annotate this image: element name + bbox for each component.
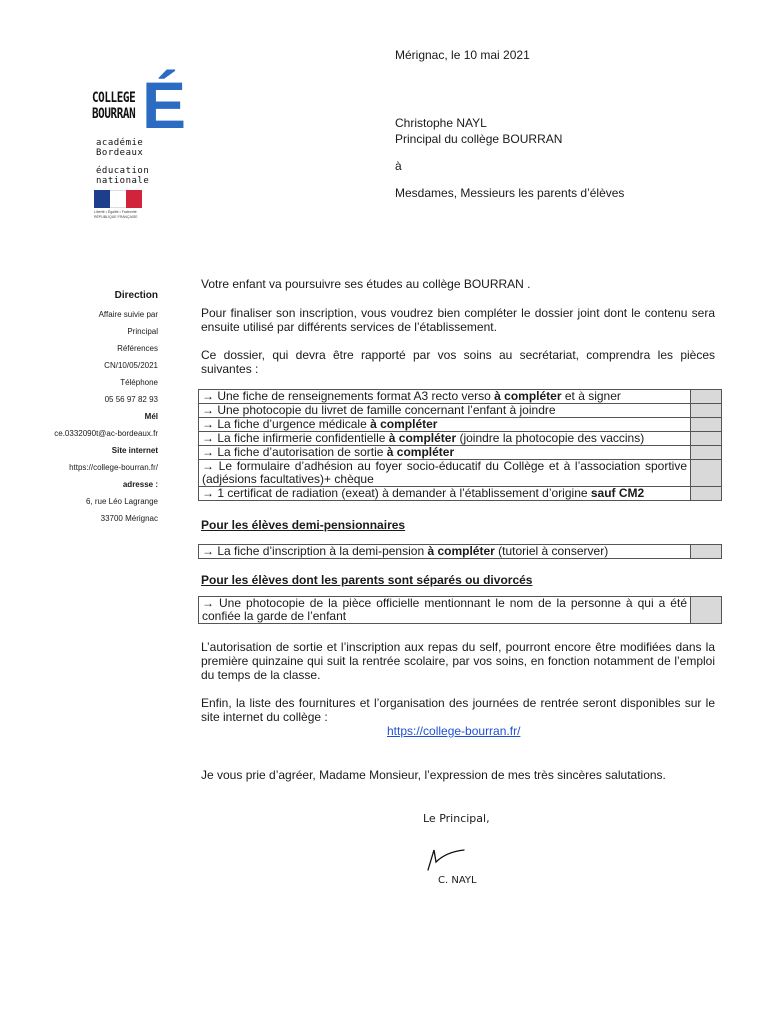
table-row	[199, 487, 722, 501]
to-word: à	[395, 159, 402, 173]
document-item-text: → Le formulaire d’adhésion au foyer socio-éducatif du Collège et à l’association sportive (adjésions facultatives)+ chèque	[199, 460, 691, 487]
sidebar-mail-value: ce.0332090t@ac-bordeaux.fr	[54, 429, 158, 438]
handwritten-signature	[420, 840, 470, 872]
recipient: Mesdames, Messieurs les parents d’élèves	[395, 186, 625, 200]
checkbox-cell[interactable]	[691, 446, 722, 460]
separes-table	[198, 596, 722, 624]
logo-college-text: COLLEGE BOURRAN	[92, 90, 136, 122]
signature-name: C. NAYL	[438, 875, 477, 886]
paragraph-fournitures: Enfin, la liste des fournitures et l’organisation des journées de rentrée seront disponibles sur le site internet du collège :	[201, 696, 715, 724]
signature-title: Le Principal,	[423, 812, 490, 825]
sidebar-phone-label: Téléphone	[120, 378, 158, 387]
table-row	[199, 597, 722, 624]
checkbox-cell[interactable]	[691, 460, 722, 487]
checkbox-cell[interactable]	[691, 487, 722, 501]
logo-education-line2: nationale	[96, 176, 150, 186]
table-row	[199, 418, 722, 432]
document-item-text: → La fiche d’autorisation de sortie à compléter	[199, 446, 691, 460]
table-row	[199, 460, 722, 487]
table-row	[199, 446, 722, 460]
sidebar-mail-label: Mél	[144, 412, 158, 421]
french-flag-icon	[94, 190, 142, 208]
logo-education-line1: éducation	[96, 166, 150, 176]
table-row	[199, 432, 722, 446]
logo-academie-line2: Bordeaux	[96, 148, 144, 158]
sender-title: Principal du collège BOURRAN	[395, 132, 563, 146]
checkbox-cell[interactable]	[691, 418, 722, 432]
checkbox-cell[interactable]	[691, 597, 722, 624]
section-parents-separes: Pour les élèves dont les parents sont séparés ou divorcés	[201, 573, 533, 587]
document-item-text: → Une fiche de renseignements format A3 recto verso à compléter et à signer	[199, 390, 691, 404]
section-demi-pensionnaires: Pour les élèves demi-pensionnaires	[201, 518, 406, 532]
document-item-text: → La fiche d’urgence médicale à compléter	[199, 418, 691, 432]
checkbox-cell[interactable]	[691, 432, 722, 446]
document-item-text: → La fiche infirmerie confidentielle à compléter (joindre la photocopie des vaccins)	[199, 432, 691, 446]
document-item-text: → 1 certificat de radiation (exeat) à demander à l’établissement d’origine sauf CM2	[199, 487, 691, 501]
intro-text: Votre enfant va poursuivre ses études au collège BOURRAN .	[201, 277, 531, 291]
table-row	[199, 390, 722, 404]
sidebar-references-value: CN/10/05/2021	[104, 361, 158, 370]
logo-e-letter: É	[142, 68, 187, 142]
place-date: Mérignac, le 10 mai 2021	[395, 48, 530, 62]
documents-table	[198, 389, 722, 501]
college-website-link[interactable]: https://college-bourran.fr/	[387, 724, 521, 738]
logo-republique: RÉPUBLIQUE FRANÇAISE	[94, 215, 138, 219]
sidebar-phone-value: 05 56 97 82 93	[104, 395, 158, 404]
demi-pension-table	[198, 544, 722, 559]
separes-item-text: → Une photocopie de la pièce officielle mentionnant le nom de la personne à qui a été confiée la garde de l’enfant	[199, 597, 691, 624]
sidebar-address-label: adresse :	[122, 480, 158, 489]
college-logo	[88, 66, 198, 226]
sidebar-address-line1: 6, rue Léo Lagrange	[85, 497, 158, 506]
sidebar-site-value: https://college-bourran.fr/	[69, 463, 158, 472]
sidebar-references-label: Références	[117, 344, 158, 353]
sidebar-direction: Direction	[114, 290, 158, 301]
sidebar-site-label: Site internet	[111, 446, 158, 455]
paragraph-autorisation: L’autorisation de sortie et l’inscription aux repas du self, pourront encore être modifiées dans la première quinzaine qui suit la rentrée scolaire, par vos soins, en fonction notamment de l’emploi du temps de la classe.	[201, 640, 715, 682]
paragraph-finaliser: Pour finaliser son inscription, vous voudrez bien compléter le dossier joint dont le contenu sera ensuite utilisé par différents services de l’établissement.	[201, 306, 715, 334]
logo-academie-line1: académie	[96, 138, 144, 148]
checkbox-cell[interactable]	[691, 545, 722, 559]
closing-salutation: Je vous prie d’agréer, Madame Monsieur, l’expression de mes très sincères salutations.	[201, 768, 666, 782]
checkbox-cell[interactable]	[691, 390, 722, 404]
paragraph-dossier: Ce dossier, qui devra être rapporté par vos soins au secrétariat, comprendra les pièces suivantes :	[201, 348, 715, 376]
logo-motto: Liberté • Égalité • Fraternité	[94, 210, 137, 214]
table-row	[199, 545, 722, 559]
sidebar-address-line2: 33700 Mérignac	[100, 514, 158, 523]
sender-name: Christophe NAYL	[395, 116, 487, 130]
sidebar-affaire-label: Affaire suivie par	[98, 310, 158, 319]
sidebar-affaire-value: Principal	[127, 327, 158, 336]
table-row	[199, 404, 722, 418]
demi-item-text: → La fiche d’inscription à la demi-pension à compléter (tutoriel à conserver)	[199, 545, 691, 559]
document-item-text: → Une photocopie du livret de famille concernant l’enfant à joindre	[199, 404, 691, 418]
checkbox-cell[interactable]	[691, 404, 722, 418]
